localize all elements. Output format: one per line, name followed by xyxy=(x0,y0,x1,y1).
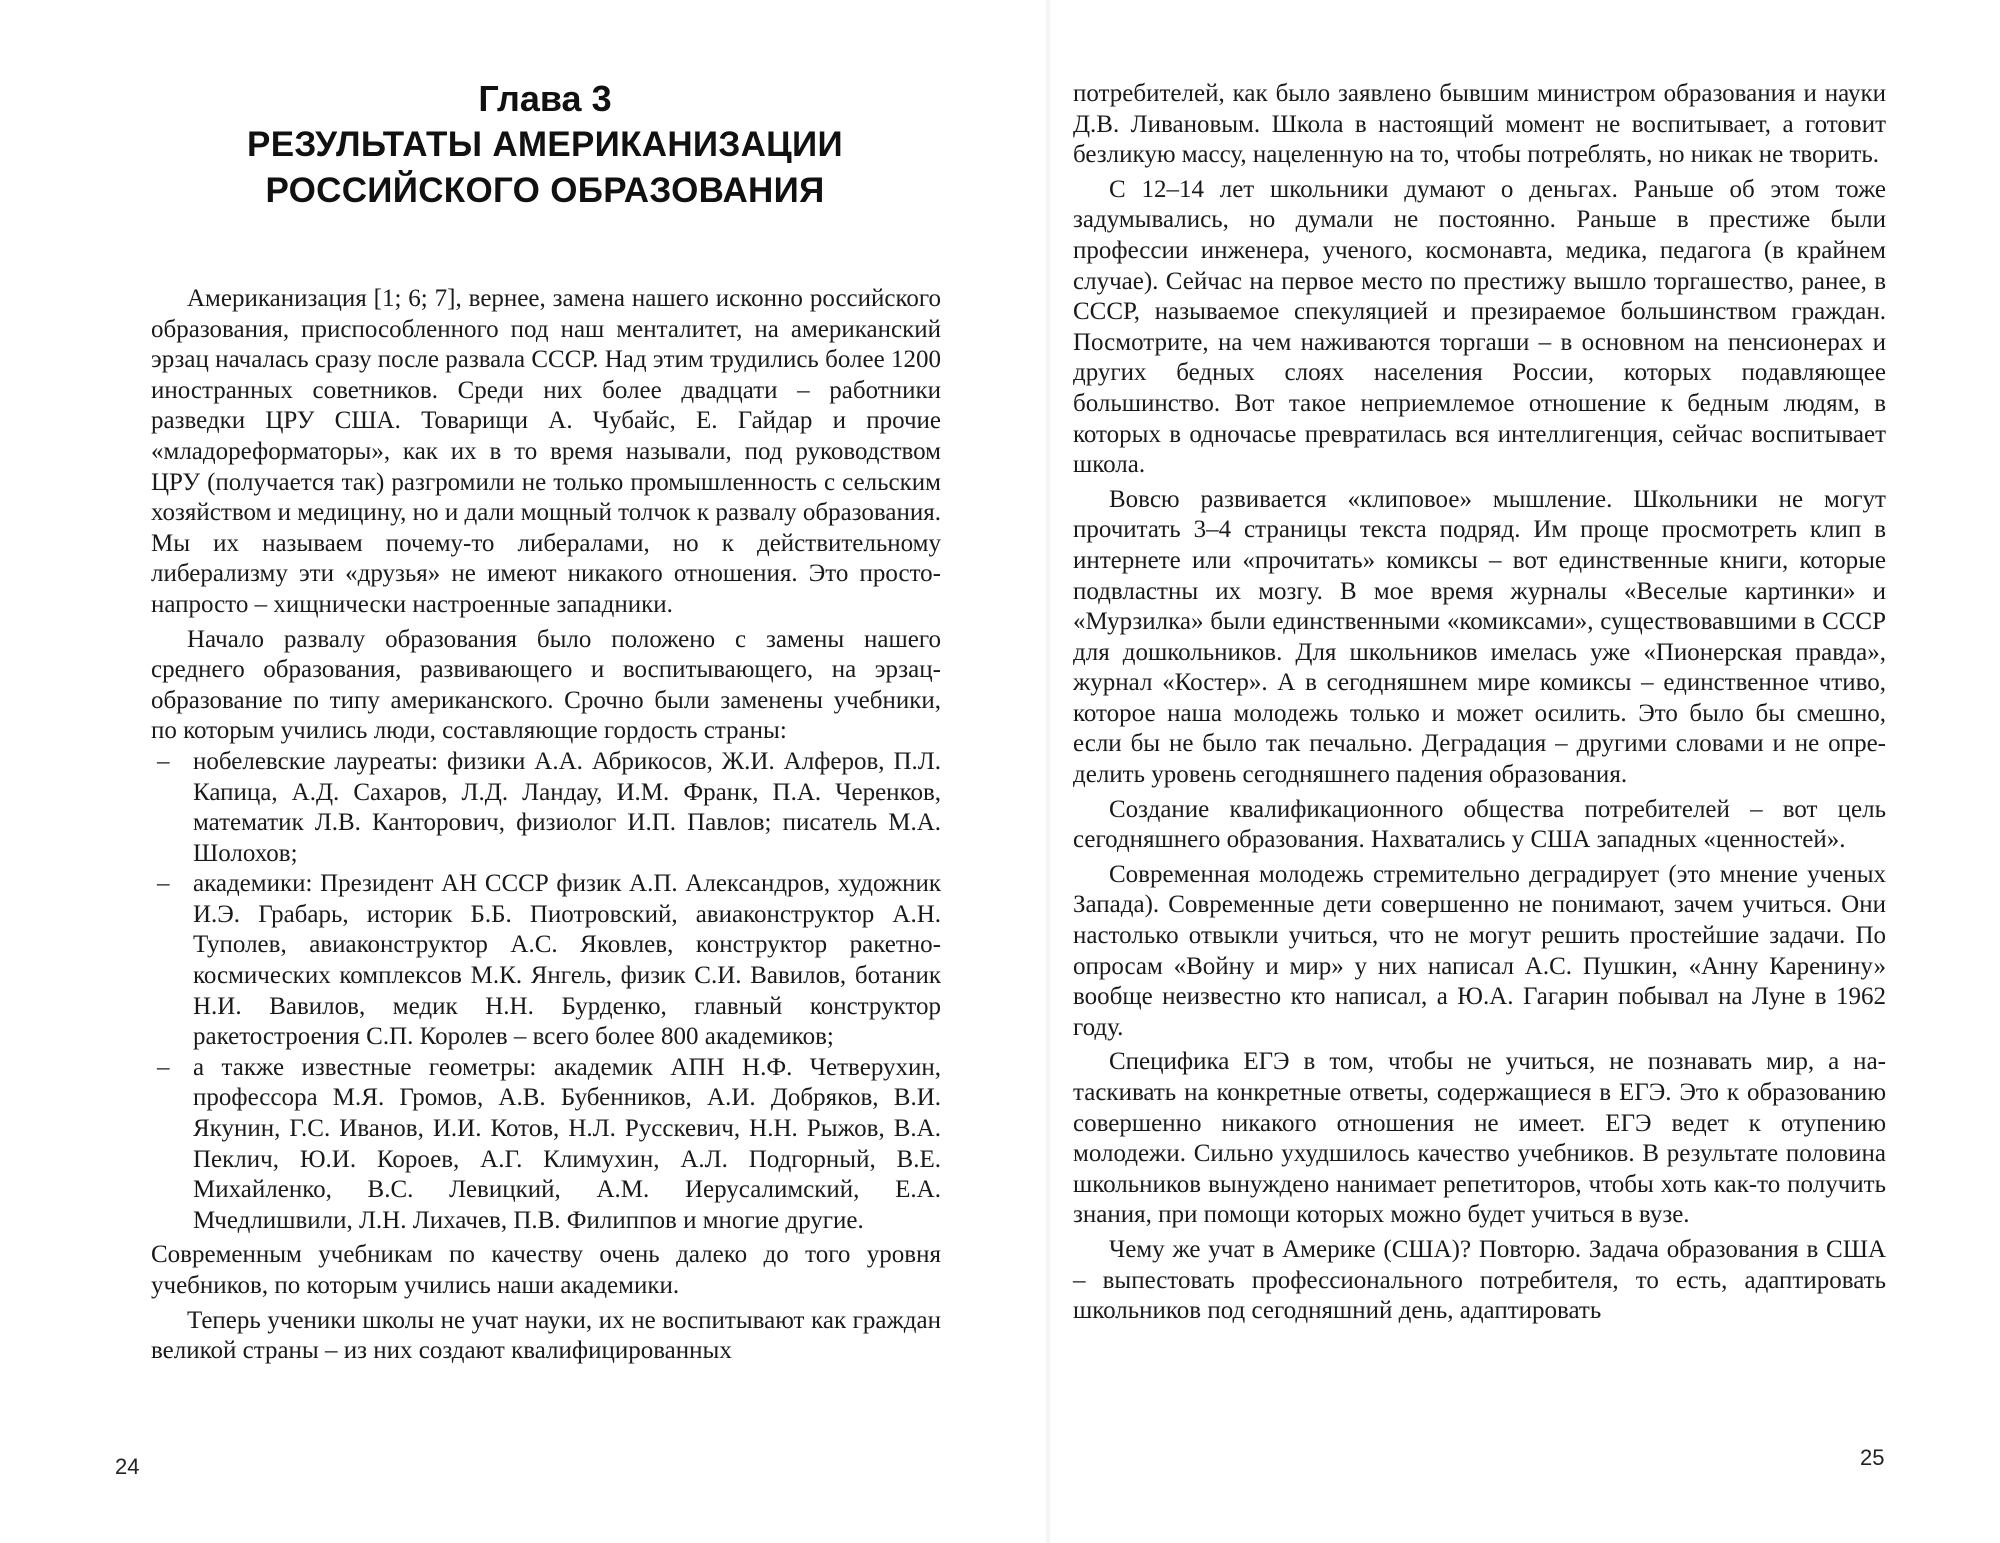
paragraph: Современным учебникам по качеству очень далеко до того уровня учебников, по которым учились наши академики. xyxy=(151,1241,941,1299)
chapter-title-line-2: РОССИЙСКОГО ОБРАЗОВАНИЯ xyxy=(265,171,825,210)
list-dash: – xyxy=(157,1053,170,1081)
right-page-body xyxy=(1073,79,1886,1327)
chapter-title-line-1: РЕЗУЛЬТАТЫ АМЕРИКАНИЗАЦИИ xyxy=(247,125,843,164)
paragraph: Теперь ученики школы не учат науки, их не воспитывают как граждан великой страны – из них создают квалифицированных xyxy=(151,1306,941,1365)
list-item xyxy=(151,747,941,869)
page-number: 25 xyxy=(1860,1445,1885,1470)
paragraph: Американизация [1; 6; 7], вернее, замена нашего исконно российского образования, приспособленного под наш менталитет, на американский эрзац началась сразу после развала СССР. Над этим трудились более 1200 иностранных советников. Среди них более двадцати – работники разведки ЦРУ США. Товарищи А. Чубайс, Е. Гайдар и прочие «младореформаторы», как их в то время называли, под руководством ЦРУ (получается так) разгромили не только промышленность с сельским хозяйством и медицину, но и дали мощный толчок к развалу образования. Мы их называем почему-то либералами, но к действительному либерализму эти «друзья» не имеют никакого отношения. Это просто-напросто – хищнически настроенные западники. xyxy=(151,285,941,618)
paragraph: Специфика ЕГЭ в том, чтобы не учиться, не познавать мир, а натаскивать на конкретные ответы, содержащиеся в ЕГЭ. Это к образованию совершенно никакого отношения не имеет. ЕГЭ ведет к отупению молодежи. Сильно ухудшилось качество учебников. В результате половина школьников вынуждено нанимает репетиторов, чтобы хоть как-то получить знания, при помощи которых можно будет учиться в вузе. xyxy=(1073,1048,1886,1229)
chapter-header xyxy=(150,76,940,214)
chapter-number: Глава 3 xyxy=(478,78,612,119)
paragraph: С 12–14 лет школьники думают о деньгах. Раньше об этом тоже задумывались, но думали не постоянно. Раньше в престиже были профессии инженера, ученого, космонавта, медика, педагога (в крайнем случае). Сейчас на первое место по престижу вышло торгашество, ранее, в СССР, называемое спекуляцией и презираемое большинством граждан. Посмотрите, на чем наживаются торгаши – в основном на пенсионерах и других бедных слоях населения России, которых подавляющее большинство. Вот такое неприемлемое отношение к бедным людям, в которых в одночасье превратилась вся интеллигенция, сейчас воспитывает школа. xyxy=(1073,175,1886,479)
list-item-text: а также известные геометры: академик АПН Н.Ф. Четверухин, профессора М.Я. Громов, А.В. Бубенников, А.И. Добряков, В.И. Якунин, Г.С. Иванов, И.И. Котов, Н.Л. Русскевич, Н.Н. Рыжов, В.А. Пеклич, Ю.И. Короев, А.Г. Климухин, А.Л. Подгорный, В.Е. Михайленко, В.С. Левицкий, А.М. Иерусалимский, Е.А. Мчедлишвили, Л.Н. Лихачев, П.В. Филиппов и многие другие. xyxy=(193,1053,941,1234)
paragraph: Создание квалификационного общества потребителей – вот цель сегодняшнего образования. Нахватались у США западных «ценностей». xyxy=(1073,795,1886,854)
list-item-text: академики: Президент АН СССР физик А.П. Александров, художник И.Э. Грабарь, историк Б.Б. Пиотровский, авиаконструктор А.Н. Туполев, авиаконструктор А.С. Яковлев, конструктор ракетно-космических комплексов М.К. Янгель, физик С.И. Вавилов, ботаник Н.И. Вавилов, медик Н.Н. Бурденко, главный конструктор ракетостроения С.П. Королев – всего более 800 академиков; xyxy=(193,870,941,1051)
paragraph: потребителей, как было заявлено бывшим министром образования и науки Д.В. Ливановым. Школа в настоящий момент не воспитывает, а готовит безликую массу, нацеленную на то, чтобы потреблять, но никак не творить. xyxy=(1073,80,1886,169)
list-item-text: нобелевские лауреаты: физики А.А. Абрикосов, Ж.И. Алферов, П.Л. Капица, А.Д. Сахаров, Л.Д. Ландау, И.М. Франк, П.А. Черенков, математик Л.В. Канторович, физиолог И.П. Павлов; писатель М.А. Шолохов; xyxy=(193,747,941,867)
list-item xyxy=(151,1053,941,1237)
list-item xyxy=(151,869,941,1053)
paragraph: Начало развалу образования было положено с замены нашего среднего образования, развивающего и воспитывающего, на эрзацобразование по типу американского. Срочно были заменены учебники, по которым учились люди, составляющие гордость страны: xyxy=(151,625,941,745)
list-dash: – xyxy=(157,747,170,775)
laureates-list xyxy=(151,747,941,1237)
paragraph: Современная молодежь стремительно деградирует (это мнение ученых Запада). Современные дети совершенно не понимают, зачем учиться. Они настолько отвыкли учиться, что не могут решить простейшие задачи. По опросам «Войну и мир» у них написал А.С. Пушкин, «Анну Каренину» вообще неизвестно кто написал, а Ю.А. Гагарин побывал на Луне в 1962 году. xyxy=(1073,860,1886,1041)
paragraph: Вовсю развивается «клиповое» мышление. Школьники не могут прочитать 3–4 страницы текста подряд. Им проще просмотреть клип в интернете или «прочитать» комиксы – вот единственные книги, которые подвластны их мозгу. В мое время журналы «Веселые картинки» и «Мурзилка» были единственными «комиксами», существовавшими в СССР для дошкольников. Для школьников имелась уже «Пионерская правда», журнал «Костер». А в сегодняшнем мире комиксы – единственное чтиво, которое наша молодежь только и может осилить. Это было бы смешно, если бы не было так печально. Деградация – другими словами и не определить уровень сегодняшнего падения образования. xyxy=(1073,485,1886,789)
page-number: 24 xyxy=(115,1454,140,1479)
list-dash: – xyxy=(157,870,170,898)
right-page xyxy=(1051,0,2000,1543)
left-page-body xyxy=(151,284,941,1367)
paragraph: Чему же учат в Америке (США)? Повторю. Задача образования в США – выпестовать профессионального потребителя, то есть, адаптировать школьников под сегодняшний день, адаптировать xyxy=(1073,1235,1886,1325)
